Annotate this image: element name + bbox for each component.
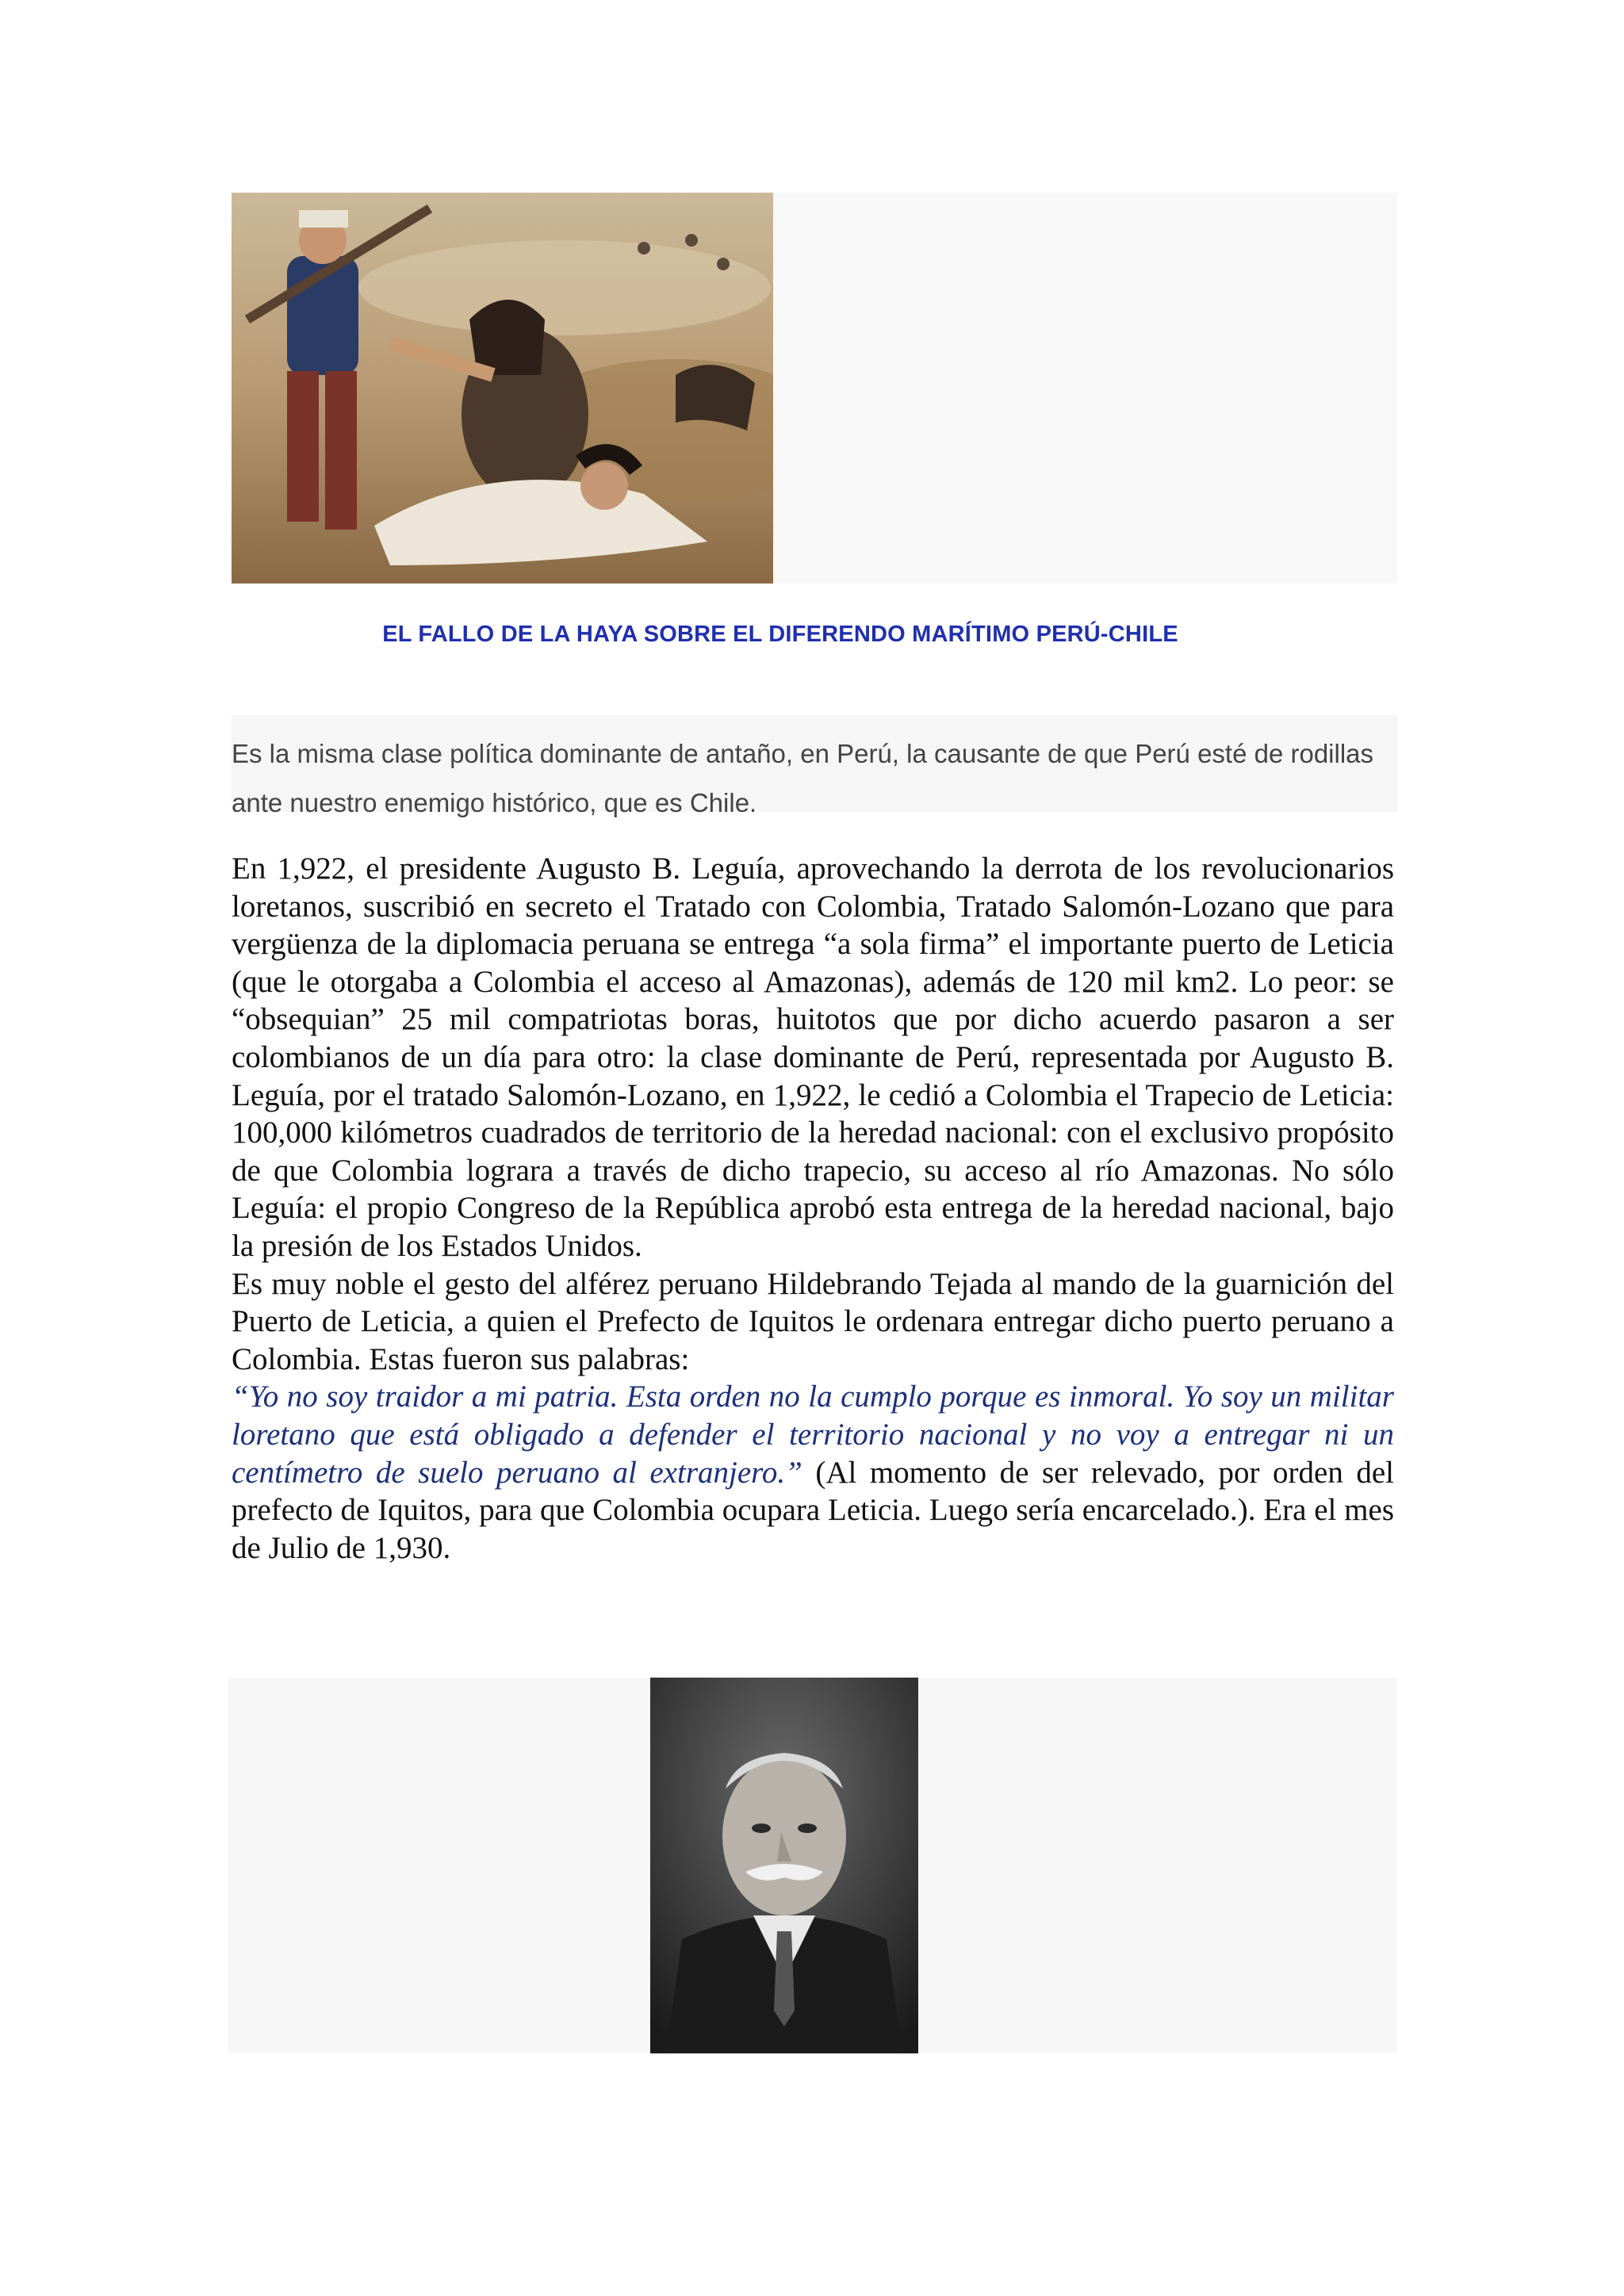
paragraph-leguia-treaty: En 1,922, el presidente Augusto B. Leguía, aprovechando la derrota de los revolucionarios loretanos, suscribió en secreto el Tratado con Colombia, Tratado Salomón-Lozano que para vergüenza de la diplomacia peruana se entrega “a sola firma” el importante puerto de Leticia (que le otorgaba a Colombia el acceso al Amazonas), además de 120 mil km2. Lo peor: se “obsequian” 25 mil compatriotas boras, huitotos que por dicho acuerdo pasaron a ser colombianos de un día para otro: la clase dominante de Perú, representada por Augusto B. Leguía, por el tratado Salomón-Lozano, en 1,922, le cedió a Colombia el Trapecio de Leticia: 100,000 kilómetros cuadrados de territorio de la heredad nacional: con el exclusivo propósito de que Colombia lograra a través de dicho trapecio, su acceso al río Amazonas. No sólo Leguía: el propio Congreso de la República aprobó esta entrega de la heredad nacional, bajo la presión de los Estados Unidos. [232,851,1394,1263]
portrait-image [650,1678,918,2053]
paragraph-tejada-lead: Es muy noble el gesto del alférez peruano Hildebrando Tejada al mando de la guarnición del Puerto de Leticia, a quien el Prefecto de Iquitos le ordenara entregar dicho puerto peruano a Colombia. Estas fueron sus palabras: [232,1266,1394,1376]
battle-painting-image [232,193,773,584]
document-title [0,622,1624,648]
document-title-text: EL FALLO DE LA HAYA SOBRE EL DIFERENDO MARÍTIMO PERÚ-CHILE [382,622,1178,647]
paragraph-tejada [232,1265,1394,1567]
intro-paragraph: Es la misma clase política dominante de antaño, en Perú, la causante de que Perú esté de rodillas ante nuestro enemigo histórico, que es Chile. [232,739,1374,817]
article-body [232,850,1394,1567]
paragraph-tejada-tail: (Al momento de ser relevado, por orden del prefecto de Iquitos, para que Colombia ocupara Leticia. Luego sería encarcelado.). Era el mes de Julio de 1,930. [232,1455,1394,1565]
tejada-quote: “Yo no soy traidor a mi patria. Esta orden no la cumplo porque es inmoral. Yo soy un militar loretano que está obligado a defender el territorio nacional y no voy a entregar ni un centímetro de suelo peruano al extranjero.” [232,1380,1394,1490]
